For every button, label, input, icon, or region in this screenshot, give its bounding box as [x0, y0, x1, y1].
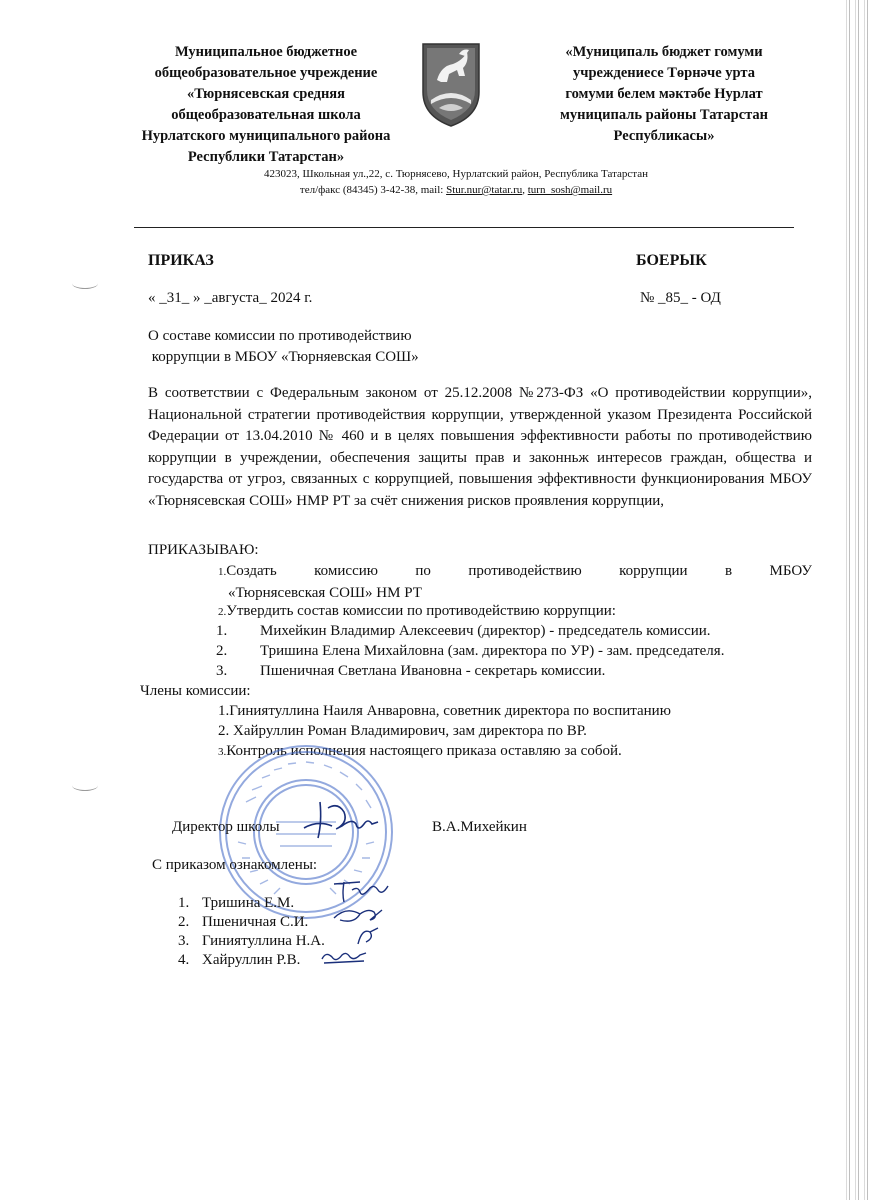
district-emblem-icon [419, 42, 483, 128]
school-name-tatar: «Муниципаль бюджет гомуми учреждениесе Төрнәче урта гомуми белем мәктәбе Нурлат муниципаль районы Татарстан Республикасы» [559, 44, 769, 144]
punch-hole-mark [72, 780, 98, 791]
order-title-russian: ПРИКАЗ [148, 252, 214, 269]
commission-label: Члены комиссии: [140, 683, 251, 699]
scan-edge-artifact [844, 0, 872, 1200]
signature-position: Директор школы [172, 819, 280, 835]
punch-hole-mark [72, 278, 98, 289]
email-link[interactable]: Stur.nur@tatar.ru [446, 184, 523, 196]
signature-trishina-icon [330, 878, 394, 904]
director-signature-icon [298, 798, 384, 842]
order-date: « _31_ » _августа_ 2024 г. [148, 290, 313, 306]
acknowledged-person: 4. Хайруллин Р.В. [178, 952, 301, 968]
acknowledged-person: 3. Гиниятуллина Н.А. [178, 933, 325, 949]
member-list-item: 3. Пшеничная Светлана Ивановна - секретарь комиссии. [216, 663, 606, 679]
order-command: ПРИКАЗЫВАЮ: [148, 542, 259, 558]
order-title-tatar: БОЕРЫК [636, 252, 707, 269]
order-item-1: 1.Создать комиссию по противодействию коррупции в МБОУ «Тюрнясевская СОШ» НМ РТ [218, 563, 812, 601]
order-subject: О составе комиссии по противодействию коррупции в МБОУ «Тюрняевская СОШ» [148, 328, 419, 365]
order-preamble: В соответствии с Федеральным законом от 25.12.2008 №273-ФЗ «О противодействии коррупции», Национальной стратегии противодействия коррупции, утвержденной указом Президента Российской Федерации от 13.04.2010 № 460 и в целях повышения эффективности работы по противодействию коррупции в учреждении, обеспечения защиты прав и законньж интересов граждан, общества и государства от угроз, связанных с коррупцией, повышения эффективности функционирования МБОУ «Тюрнясевская СОШ» НМР РТ за счёт снижения рисков проявления коррупции, [148, 385, 812, 509]
acknowledged-person: 1. Тришина Е.М. [178, 895, 295, 911]
acknowledged-label: С приказом ознакомлены: [152, 857, 318, 873]
signature-name: В.А.Михейкин [432, 819, 527, 835]
school-address: 423023, Школьная ул.,22, с. Тюрнясево, Нурлатский район, Республика Татарстан тел/факс (84345) 3-42-38, mail: Stur.nur@tatar.ru, turn_sosh@mail.ru [150, 166, 762, 198]
member-list-item: 1. Михейкин Владимир Алексеевич (директор) - председатель комиссии. [216, 623, 711, 639]
acknowledged-person: 2. Пшеничная С.И. [178, 914, 309, 930]
commission-member: 2. Хайруллин Роман Владимирович, зам директора по ВР. [218, 723, 587, 739]
member-list-item: 2. Тришина Елена Михайловна (зам. директора по УР) - зам. председателя. [216, 643, 725, 659]
header-divider [134, 227, 794, 228]
order-item-2: 2.Утвердить состав комиссии по противодействию коррупции: [218, 603, 616, 619]
contact-line: тел/факс (84345) 3-42-38, mail: Stur.nur@tatar.ru, turn_sosh@mail.ru [299, 184, 613, 196]
order-number: № _85_ - ОД [640, 290, 721, 306]
email-link[interactable]: turn_sosh@mail.ru [527, 184, 613, 196]
order-item-3: 3.Контроль исполнения настоящего приказа оставляю за собой. [218, 743, 622, 759]
signature-khayrullin-icon [318, 945, 370, 967]
school-name-russian: Муниципальное бюджетное общеобразовательное учреждение «Тюрнясевская средняя общеобразовательная школа Нурлатского муниципального района Республики Татарстан» [141, 44, 391, 165]
signature-pshenichnaya-icon [330, 902, 390, 926]
commission-member: 1.Гиниятуллина Наиля Анваровна, советник директора по воспитанию [218, 703, 671, 719]
